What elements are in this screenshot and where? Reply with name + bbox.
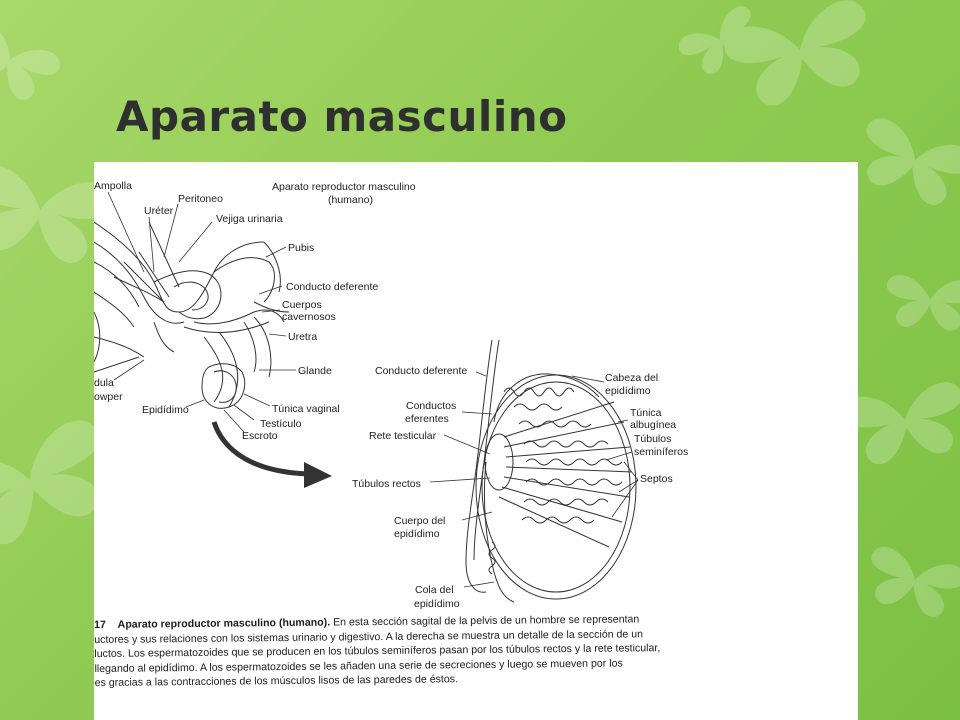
caption-line-5: es gracias a las contracciones de los músculos lisos de las paredes de éstos. bbox=[94, 673, 459, 690]
label-testiculo: Testículo bbox=[260, 418, 302, 430]
label-cuerpos-line1: Cuerpos bbox=[282, 299, 322, 311]
pelvis-section-drawing bbox=[94, 222, 289, 408]
label-cola-line2: epidídimo bbox=[414, 598, 460, 610]
label-tunica-vaginal: Túnica vaginal bbox=[272, 403, 340, 415]
label-ureter: Uréter bbox=[144, 205, 174, 217]
label-tubulos-line1: Túbulos bbox=[634, 433, 672, 445]
label-tubulos-line2: seminíferos bbox=[634, 446, 689, 458]
label-cabeza-line2: epidídimo bbox=[605, 385, 651, 397]
label-uretra: Uretra bbox=[288, 331, 318, 343]
label-pubis: Pubis bbox=[288, 242, 315, 254]
label-owper: owper bbox=[94, 391, 123, 403]
label-conducto-deferente-right: Conducto deferente bbox=[375, 365, 468, 377]
label-rete-testicular: Rete testicular bbox=[369, 430, 437, 442]
caption-number: 17 bbox=[94, 618, 106, 631]
label-glande: Glande bbox=[298, 365, 332, 377]
label-vejiga-urinaria: Vejiga urinaria bbox=[216, 213, 283, 225]
label-dula: dula bbox=[94, 377, 114, 389]
label-cabeza-line1: Cabeza del bbox=[605, 372, 659, 384]
left-leader-lines bbox=[108, 192, 296, 432]
label-cuerpo-line1: Cuerpo del bbox=[394, 515, 446, 527]
label-tubulos-rectos: Túbulos rectos bbox=[352, 478, 421, 490]
label-peritoneo: Peritoneo bbox=[178, 193, 223, 205]
label-epididimo-left: Epidídimo bbox=[142, 404, 189, 416]
caption-line-3: luctos. Los espermatozoides que se producen en los túbulos seminíferos pasan por los túbulos rectos y la rete testicular, bbox=[94, 642, 661, 661]
label-conductos-line2: eferentes bbox=[405, 413, 449, 425]
caption-line-2: uctores y sus relaciones con los sistemas urinario y digestivo. A la derecha se muestra un detalle de la sección de un bbox=[94, 627, 644, 646]
label-ampolla: Ampolla bbox=[94, 180, 132, 192]
slide-title: Aparato masculino bbox=[116, 92, 568, 141]
caption-line-1-text: En esta sección sagital de la pelvis de un hombre se representan bbox=[330, 613, 640, 629]
label-cuerpo-line2: epidídimo bbox=[394, 528, 440, 540]
label-tunica-line2: albugínea bbox=[630, 419, 677, 431]
label-tunica-line1: Túnica bbox=[630, 407, 662, 419]
label-escroto: Escroto bbox=[242, 430, 278, 442]
anatomy-figure bbox=[94, 162, 858, 720]
figure-caption bbox=[94, 612, 695, 691]
figure-heading-line1: Aparato reproductor masculino bbox=[272, 181, 416, 193]
label-septos: Septos bbox=[640, 473, 673, 485]
figure-heading-line2: (humano) bbox=[328, 194, 373, 206]
label-cola-line1: Cola del bbox=[415, 584, 454, 596]
label-cuerpos-line2: cavernosos bbox=[282, 311, 336, 323]
caption-title: Aparato reproductor masculino (humano). bbox=[117, 616, 331, 631]
caption-line-4: llegando al epidídimo. A los espermatozoides se les añaden una serie de secreciones y luego se mueven por los bbox=[94, 657, 623, 675]
label-conductos-line1: Conductos bbox=[406, 400, 457, 412]
label-conducto-deferente-left: Conducto deferente bbox=[286, 281, 379, 293]
